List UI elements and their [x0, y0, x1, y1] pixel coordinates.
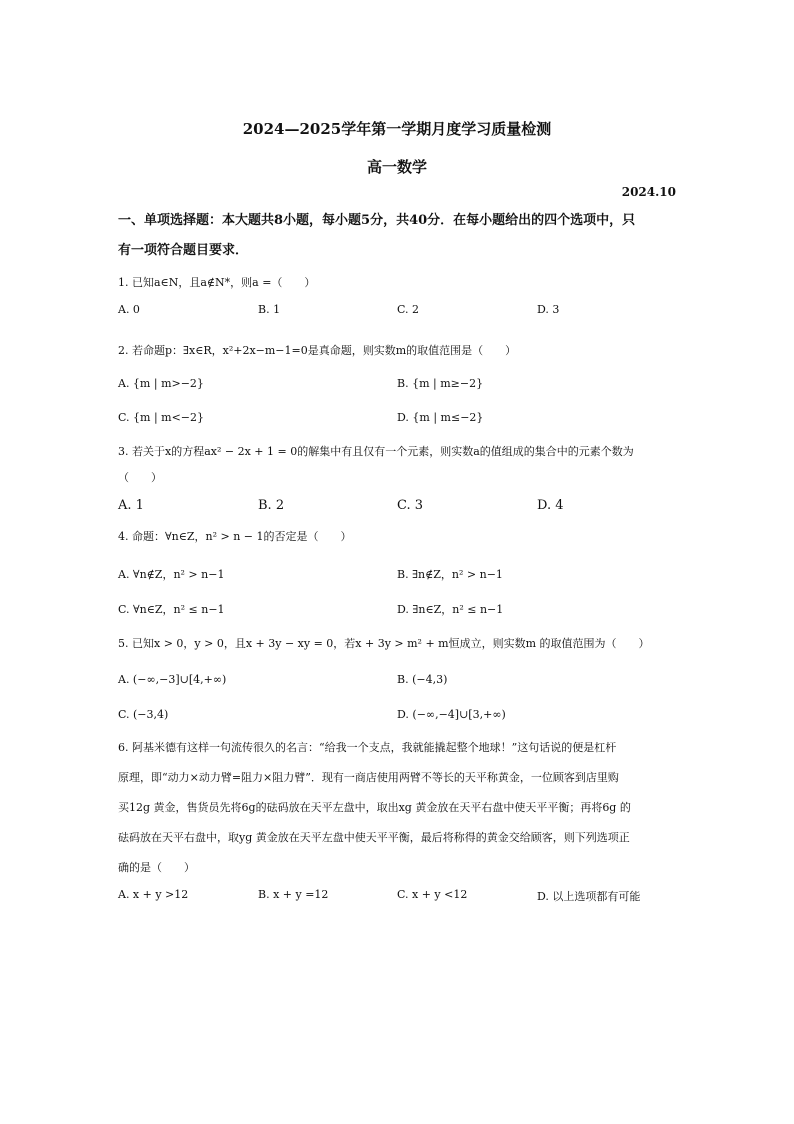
question-4-options-row2: [118, 601, 678, 621]
question-1-option-c: C. 2: [397, 303, 420, 316]
question-6-option-a: A. x + y >12: [118, 888, 189, 901]
question-5-option-d: D. (−∞,−4]∪[3,+∞): [397, 708, 506, 721]
section-heading-line1: 一、单项选择题：本大题共8小题，每小题5分，共40分．在每小题给出的四个选项中，只: [118, 213, 636, 228]
question-3-option-c: C. 3: [397, 498, 424, 513]
question-6-stem-line1: 6. 阿基米德有这样一句流传很久的名言：“给我一个支点，我就能撬起整个地球！”这句话说的便是杠杆: [118, 741, 617, 754]
question-1-option-a: A. 0: [118, 303, 140, 316]
question-2-stem: 2. 若命题p：∃x∈R，x²+2x−m−1=0是真命题，则实数m的取值范围是（ ）: [118, 344, 517, 357]
question-2-option-b: B. {m | m≥−2}: [397, 377, 484, 390]
question-2-option-d: D. {m | m≤−2}: [397, 411, 484, 424]
question-3-stem: 3. 若关于x的方程ax² − 2x + 1 = 0的解集中有且仅有一个元素，则实数a的值组成的集合中的元素个数为: [118, 445, 634, 458]
question-5-options-row2: [118, 708, 678, 728]
question-6-option-d: D. 以上选项都有可能: [537, 890, 641, 903]
question-1-options: [118, 303, 678, 323]
question-6-stem-line4: 砝码放在天平右盘中，取yg 黄金放在天平左盘中使天平平衡，最后将称得的黄金交给顾客，则下列选项正: [118, 831, 630, 844]
question-3-stem-cont: （ ）: [118, 471, 162, 484]
question-2-option-a: A. {m | m>−2}: [118, 377, 204, 390]
question-3-option-a: A. 1: [118, 498, 144, 513]
question-2-options-row1: [118, 377, 678, 397]
question-6-option-b: B. x + y =12: [258, 888, 329, 901]
question-5-stem: 5. 已知x > 0，y > 0，且x + 3y − xy = 0，若x + 3y > m² + m恒成立，则实数m 的取值范围为（ ）: [118, 637, 650, 650]
question-4-option-c: C. ∀n∈Z，n² ≤ n−1: [118, 603, 225, 616]
question-1-stem: 1. 已知a∈N，且a∉N*，则a =（ ）: [118, 276, 316, 289]
question-1-option-b: B. 1: [258, 303, 281, 316]
question-6-stem-line3: 买12g 黄金，售货员先将6g的砝码放在天平左盘中，取出xg 黄金放在天平右盘中使天平平衡；再将6g 的: [118, 801, 631, 814]
question-2-options-row2: [118, 411, 678, 431]
question-1-option-d: D. 3: [537, 303, 560, 316]
question-5-option-a: A. (−∞,−3]∪[4,+∞): [118, 673, 227, 686]
question-3-options: [118, 498, 678, 518]
question-6-options: [118, 888, 678, 908]
question-5-option-c: C. (−3,4): [118, 708, 169, 721]
question-5-options-row1: [118, 673, 678, 693]
question-3-option-d: D. 4: [537, 498, 564, 513]
exam-title: 2024—2025学年第一学期月度学习质量检测: [242, 120, 552, 138]
question-6-stem-line5: 确的是（ ）: [118, 861, 195, 874]
question-3-option-b: B. 2: [258, 498, 285, 513]
exam-date: 2024.10: [621, 185, 676, 199]
question-4-option-b: B. ∃n∉Z，n² > n−1: [397, 568, 503, 581]
question-4-option-d: D. ∃n∈Z，n² ≤ n−1: [397, 603, 504, 616]
question-2-option-c: C. {m | m<−2}: [118, 411, 205, 424]
section-heading-line2: 有一项符合题目要求．: [118, 243, 249, 258]
question-4-option-a: A. ∀n∉Z，n² > n−1: [118, 568, 225, 581]
question-5-option-b: B. (−4,3): [397, 673, 448, 686]
question-4-stem: 4. 命题：∀n∈Z，n² > n − 1的否定是（ ）: [118, 530, 352, 543]
question-6-option-c: C. x + y <12: [397, 888, 468, 901]
question-6-stem-line2: 原理，即“动力×动力臂=阻力×阻力臂”．现有一商店使用两臂不等长的天平称黄金，一位顾客到店里购: [118, 771, 619, 784]
question-4-options-row1: [118, 566, 678, 586]
exam-subject: 高一数学: [366, 158, 427, 176]
